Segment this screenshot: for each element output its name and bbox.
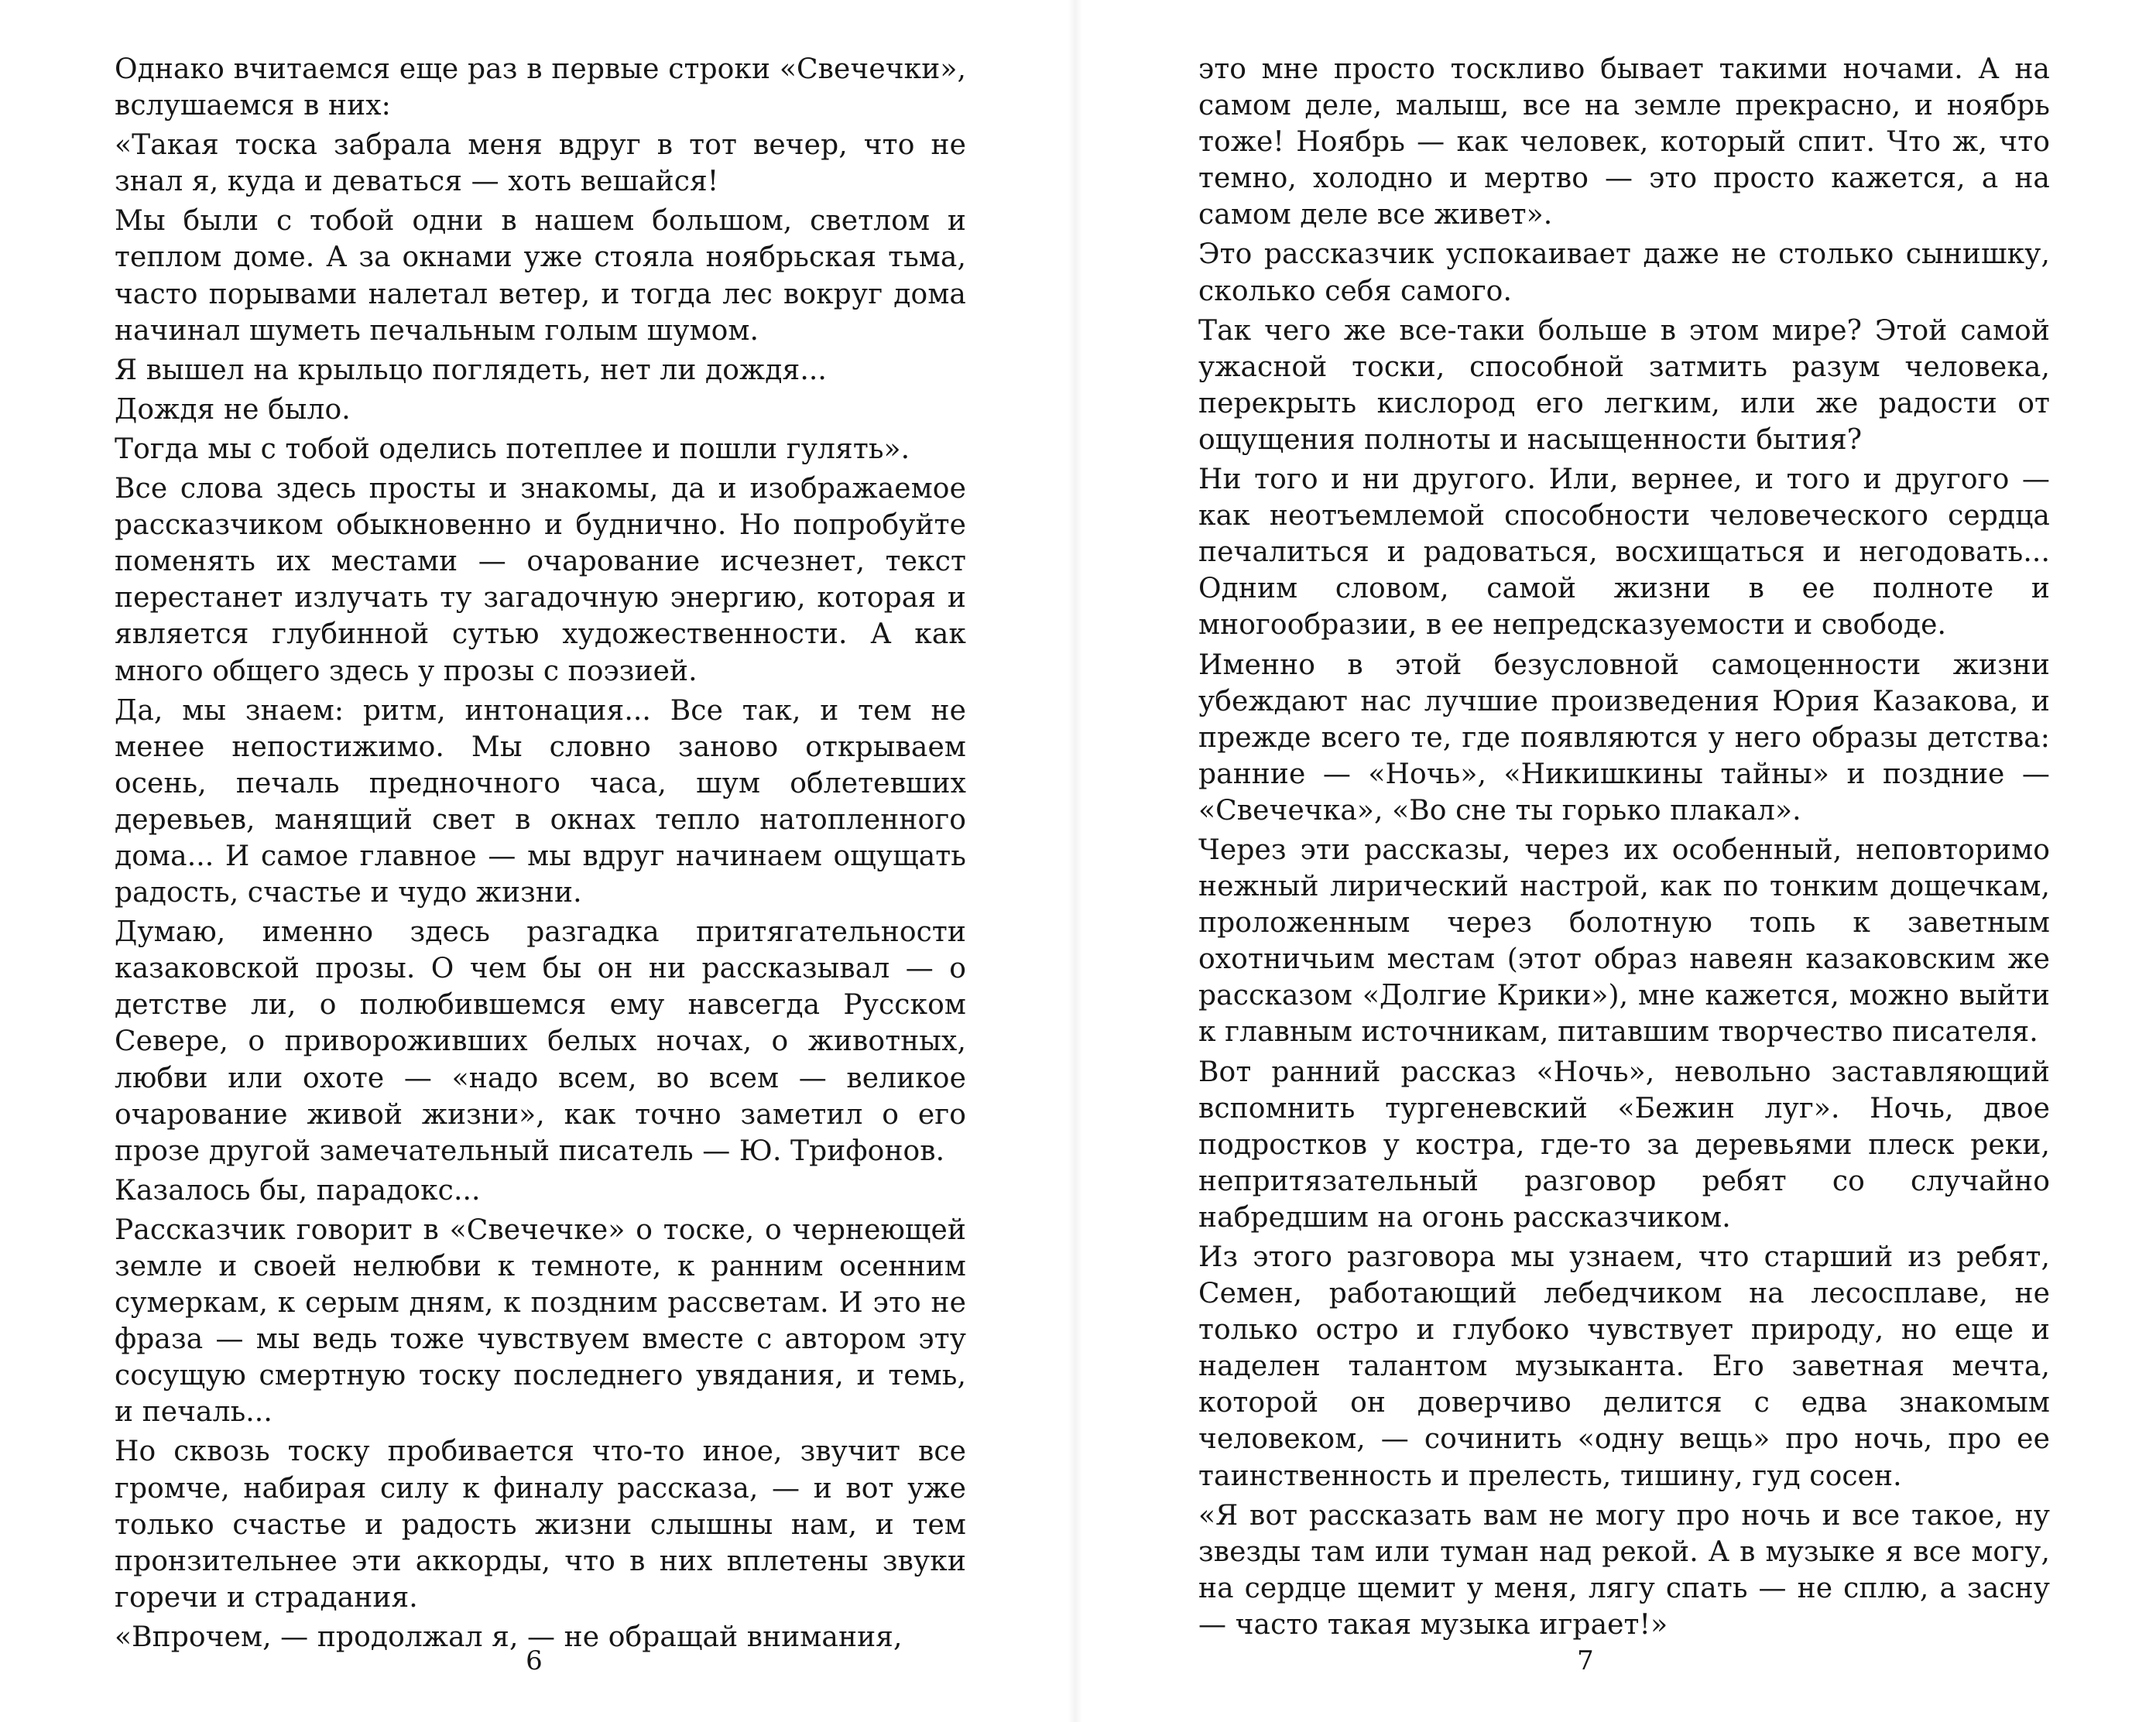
paragraph: Это рассказчик успокаивает даже не столько сынишку, сколько себя самого. [1198, 238, 2050, 307]
paragraph: Все слова здесь просты и знакомы, да и изображаемое рассказчиком обыкновенно и буднично. Но попробуйте поменять их местами — очарование исчезнет, текст перестанет излучать ту загадочную энергию, которая и является глубинной сутью художественности. А как много общего здесь у прозы с поэзией. [115, 473, 966, 687]
paragraph: Однако вчитаемся еще раз в первые строки «Свечечки», вслушаемся в них: [115, 53, 966, 122]
paragraph: Я вышел на крыльцо поглядеть, нет ли дождя... [115, 354, 827, 386]
paragraph: это мне просто тоскливо бывает такими ночами. А на самом деле, малыш, все на земле прекрасно, и ноябрь тоже! Ноябрь — как человек, который спит. Что ж, что темно, холодно и мертво — это просто кажется, а на самом деле все живет». [1198, 53, 2050, 231]
left-page-text [115, 51, 966, 1659]
paragraph: Из этого разговора мы узнаем, что старший из ребят, Семен, работающий лебедчиком на лесосплаве, не только остро и глубоко чувствует природу, но еще и наделен талантом музыканта. Его заветная мечта, которой он доверчиво делится с едва знакомым человеком, — сочинить «одну вещь» про ночь, про ее таинственность и прелесть, тишину, гуд сосен. [1198, 1241, 2050, 1492]
paragraph: Мы были с тобой одни в нашем большом, светлом и теплом доме. А за окнами уже стояла ноябрьская тьма, часто порывами налетал ветер, и тогда лес вокруг дома начинал шуметь печальным голым шумом. [115, 205, 966, 347]
right-page [1082, 0, 2156, 1722]
paragraph: Так чего же все-таки больше в этом мире? Этой самой ужасной тоски, способной затмить разум человека, перекрыть кислород его легким, или же радости от ощущения полноты и насыщенности бытия? [1198, 314, 2050, 456]
paragraph: Рассказчик говорит в «Свечечке» о тоске, о чернеющей земле и своей нелюбви к темноте, к ранним осенним сумеркам, к серым дням, к поздним рассветам. И это не фраза — мы ведь тоже чувствуем вместе с автором эту сосущую смертную тоску последнего увядания, и темь, и печаль... [115, 1214, 966, 1429]
book-gutter [1068, 0, 1082, 1722]
paragraph: Тогда мы с тобой оделись потеплее и пошли гулять». [115, 433, 910, 465]
paragraph: Да, мы знаем: ритм, интонация... Все так, и тем не менее непостижимо. Мы словно заново открываем осень, печаль предночного часа, шум облетевших деревьев, манящий свет в окнах тепло натопленного дома... И самое главное — мы вдруг начинаем ощущать радость, счастье и чудо жизни. [115, 694, 966, 909]
paragraph: Дождя не было. [115, 393, 351, 426]
paragraph: Вот ранний рассказ «Ночь», невольно заставляющий вспомнить тургеневский «Бежин луг». Ночь, двое подростков у костра, где-то за деревьями плеск реки, непритязательный разговор ребят со случайно набредшим на огонь рассказчиком. [1198, 1056, 2050, 1234]
paragraph: «Впрочем, — продолжал я, — не обращай внимания, [115, 1621, 903, 1653]
paragraph: Но сквозь тоску пробивается что-то иное, звучит все громче, набирая силу к финалу рассказа, — и вот уже только счастье и радость жизни слышны нам, и тем пронзительнее эти аккорды, что в них вплетены звуки горечи и страдания. [115, 1436, 966, 1614]
page-number-left: 6 [526, 1645, 543, 1676]
paragraph: «Такая тоска забрала меня вдруг в тот вечер, что не знал я, куда и деваться — хоть вешайся! [115, 129, 966, 198]
paragraph: Ни того и ни другого. Или, вернее, и того и другого — как неотъемлемой способности человеческого сердца печалиться и радоваться, восхищаться и негодовать... Одним словом, самой жизни в ее полноте и многообразии, в ее непредсказуемости и свободе. [1198, 464, 2050, 642]
page-number-right: 7 [1577, 1645, 1594, 1676]
left-page [0, 0, 1068, 1722]
paragraph: «Я вот рассказать вам не могу про ночь и все такое, ну звезды там или туман над рекой. А в музыке я все могу, на сердце щемит у меня, лягу спать — не сплю, а засну — часто такая музыка играет!» [1198, 1499, 2050, 1641]
paragraph: Казалось бы, парадокс... [115, 1174, 481, 1207]
right-page-text [1198, 51, 2050, 1646]
paragraph: Думаю, именно здесь разгадка притягательности казаковской прозы. О чем бы он ни рассказывал — о детстве ли, о полюбившемся ему навсегда Русском Севере, о привороживших белых ночах, о животных, любви или охоте — «надо всем, во всем — великое очарование живой жизни», как точно заметил о его прозе другой замечательный писатель — Ю. Трифонов. [115, 916, 966, 1167]
paragraph: Именно в этой безусловной самоценности жизни убеждают нас лучшие произведения Юрия Казакова, и прежде всего те, где появляются у него образы детства: ранние — «Ночь», «Никишкины тайны» и поздние — «Свечечка», «Во сне ты горько плакал». [1198, 649, 2050, 827]
paragraph: Через эти рассказы, через их особенный, неповторимо нежный лирический настрой, как по тонким дощечкам, проложенным через болотную топь к заветным охотничьим местам (этот образ навеян казаковским же рассказом «Долгие Крики»), мне кажется, можно выйти к главным источникам, питавшим творчество писателя. [1198, 834, 2050, 1049]
